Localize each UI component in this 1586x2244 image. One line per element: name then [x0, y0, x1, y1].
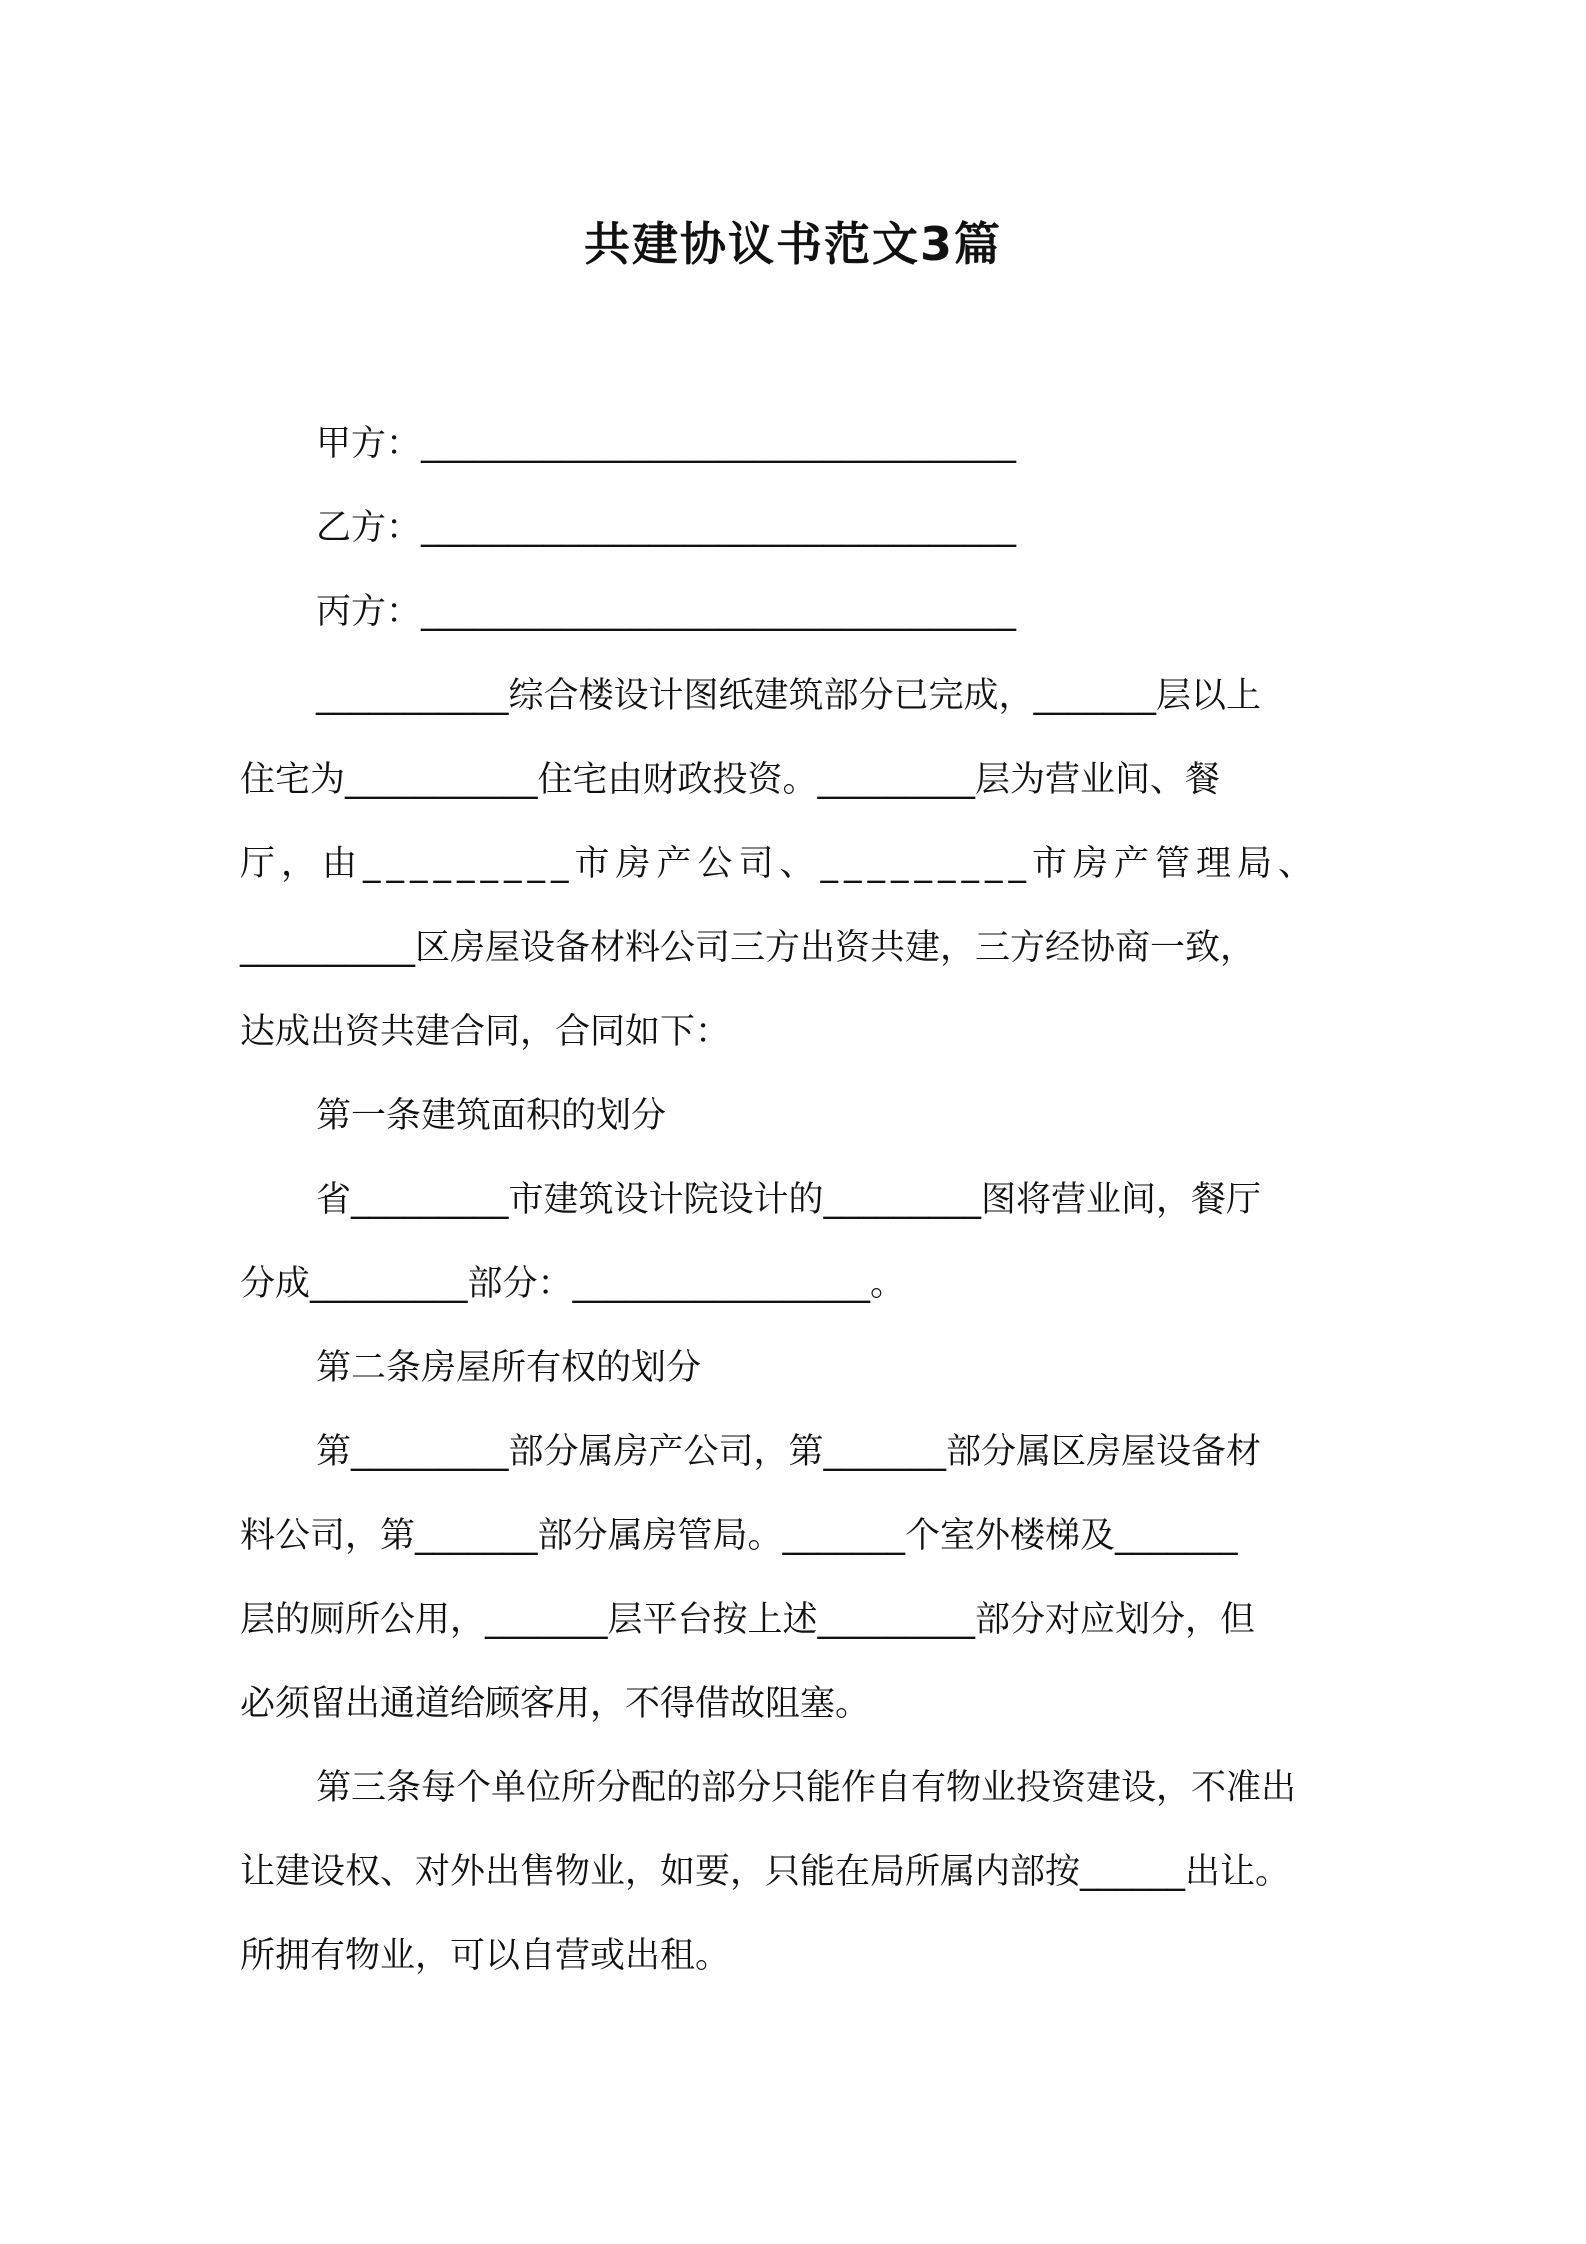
text-line: 料公司，第_______部分属房管局。_______个室外楼梯及_______	[240, 1516, 1238, 1556]
document-title: 共建协议书范文3篇	[583, 217, 1002, 271]
article-2-heading: 第二条房屋所有权的划分	[316, 1348, 702, 1388]
paragraph-article-3	[240, 1746, 1350, 1998]
party-b-line: 乙方：__________________________________	[316, 508, 1017, 548]
text-line: ___________综合楼设计图纸建筑部分已完成，_______层以上	[316, 676, 1262, 716]
text-line: 达成出资共建合同，合同如下：	[240, 1012, 731, 1052]
text-line: __________区房屋设备材料公司三方出资共建，三方经协商一致，	[240, 928, 1256, 968]
text-line: 让建设权、对外出售物业，如要，只能在局所属内部按______出让。	[240, 1852, 1291, 1892]
text-line: 分成_________部分：_________________。	[240, 1264, 906, 1304]
text-line: 所拥有物业，可以自营或出租。	[240, 1936, 731, 1976]
text-line: 省_________市建筑设计院设计的_________图将营业间，餐厅	[316, 1180, 1262, 1220]
text-line: 层的厕所公用，_______层平台按上述_________部分对应划分，但	[240, 1600, 1256, 1640]
text-line: 厅，由_________市房产公司、_________市房产管理局、	[240, 844, 1320, 884]
party-c-line: 丙方：__________________________________	[316, 592, 1017, 632]
text-line: 第_________部分属房产公司，第_______部分属区房屋设备材	[316, 1432, 1262, 1472]
document-body	[240, 402, 1350, 1998]
paragraph-article-2	[240, 1410, 1350, 1746]
text-line: 住宅为___________住宅由财政投资。_________层为营业间、餐	[240, 760, 1221, 800]
article-1-heading: 第一条建筑面积的划分	[316, 1096, 667, 1136]
paragraph-intro	[240, 654, 1350, 1074]
text-line: 第三条每个单位所分配的部分只能作自有物业投资建设，不准出	[316, 1768, 1297, 1808]
text-line: 必须留出通道给顾客用，不得借故阻塞。	[240, 1684, 871, 1724]
paragraph-article-1	[240, 1158, 1350, 1326]
party-a-line: 甲方：__________________________________	[316, 424, 1017, 464]
